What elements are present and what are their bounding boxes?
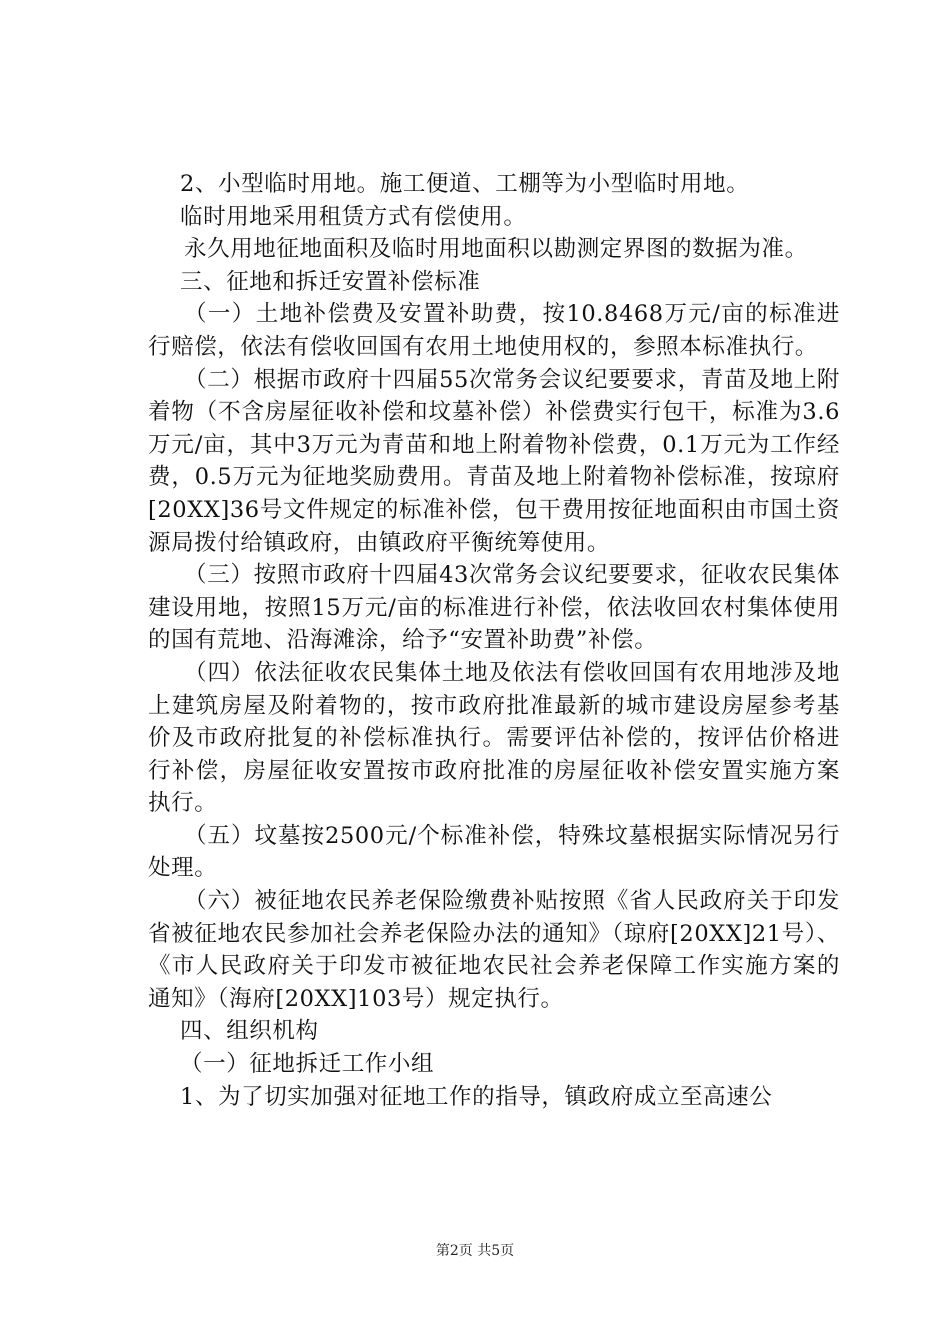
paragraph-item-1-land-compensation: （一）土地补偿费及安置补助费，按10.8468万元/亩的标准进行赔偿，依法有偿收回国有农用土地使用权的，参照本标准执行。 <box>148 301 840 360</box>
paragraph-item-4-buildings: （四）依法征收农民集体土地及依法有偿收回国有农用地涉及地上建筑房屋及附着物的，按市政府批准最新的城市建设房屋参考基价及市政府批复的补偿标准执行。需要评估补偿的，按评估价格进行补偿，房屋征收安置按市政府批准的房屋征收补偿安置实施方案执行。 <box>148 659 840 817</box>
paragraph-item-3-collective-land: （三）按照市政府十四届43次常务会议纪要要求，征收农民集体建设用地，按照15万元/亩的标准进行补偿，依法收回农村集体使用的国有荒地、沿海滩涂，给予“安置补助费”补偿。 <box>148 562 840 654</box>
paragraph-working-group-1: 1、为了切实加强对征地工作的指导，镇政府成立至高速公 <box>180 1083 773 1110</box>
paragraph-item-2-crops-attachments: （二）根据市政府十四届55次常务会议纪要要求，青苗及地上附着物（不含房屋征收补偿和坟墓补偿）补偿费实行包干，标准为3.6万元/亩，其中3万元为青苗和地上附着物补偿费，0.1万元为工作经费，0.5万元为征地奖励费用。青苗及地上附着物补偿标准，按琼府[20XX]36号文件规定的标准补偿，包干费用按征地面积由市国土资源局拨付给镇政府，由镇政府平衡统筹使用。 <box>148 366 840 556</box>
page-number-footer: 第2页 共5页 <box>435 1243 515 1259</box>
section-heading-compensation-standards: 三、征地和拆迁安置补偿标准 <box>180 268 481 295</box>
paragraph-item-6-pension-insurance: （六）被征地农民养老保险缴费补贴按照《省人民政府关于印发省被征地农民参加社会养老保险办法的通知》（琼府[20XX]21号）、《市人民政府关于印发市被征地农民社会养老保障工作实施方案的通知》（海府[20XX]103号）规定执行。 <box>148 888 840 1012</box>
paragraph-small-temporary-land: 2、小型临时用地。施工便道、工棚等为小型临时用地。 <box>180 171 750 197</box>
subsection-heading-working-group: （一）征地拆迁工作小组 <box>180 1051 435 1078</box>
section-heading-organization: 四、组织机构 <box>180 1018 319 1045</box>
paragraph-temporary-land-lease: 临时用地采用租赁方式有偿使用。 <box>180 203 527 230</box>
paragraph-item-5-graves: （五）坟墓按2500元/个标准补偿，特殊坟墓根据实际情况另行处理。 <box>148 822 840 882</box>
paragraph-area-measurement: 永久用地征地面积及临时用地面积以勘测定界图的数据为准。 <box>184 236 808 263</box>
document-body <box>148 168 840 1113</box>
